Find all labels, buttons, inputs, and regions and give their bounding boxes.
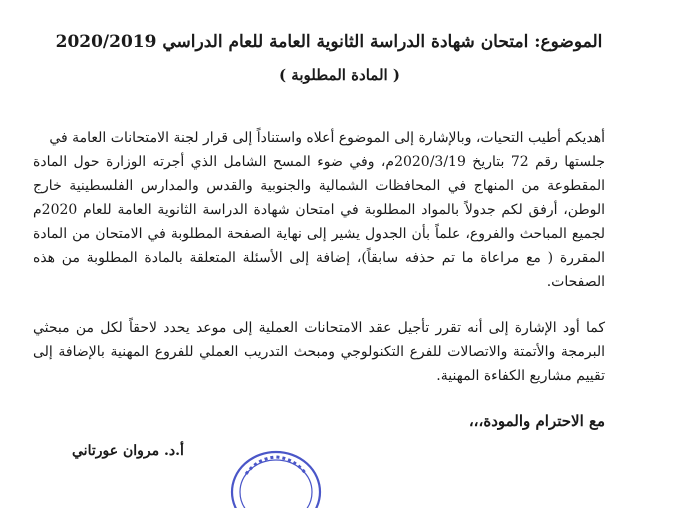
subject-line — [49, 30, 609, 54]
official-seal-icon — [228, 448, 324, 508]
subject-subtitle: ( المادة المطلوبة ) — [278, 66, 401, 84]
greeting-line: أهديكم أطيب التحيات، وبالإشارة إلى الموضوع أعلاه واستناداً إلى قرار لجنة الامتحانات العامة في — [49, 130, 605, 146]
body-paragraph-2: كما أود الإشارة إلى أنه تقرر تأجيل عقد الامتحانات العملية إلى موعد يحدد لاحقاً لكل من مبحثي البرمجة والأتمتة والاتصالات للفرع التكنولوجي ومبحث التدريب العملي للفروع المهنية بالإضافة إلى تقييم مشاريع الكفاءة المهنية. — [33, 320, 605, 384]
signer-name: أ.د. مروان عورتاني — [72, 443, 184, 459]
body-paragraph-1: جلستها رقم 72 بتاريخ 2020/3/19م، وفي ضوء المسح الشامل الذي أجرته الوزارة حول المادة المقطوعة من المنهاج في المحافظات الشمالية والجنوبية والقدس والمدارس الفلسطينية خارج الوطن، أرفق لكم جدولاً بالمواد المطلوبة في امتحان شهادة الدراسة الثانوية العامة للعام 2020م لجميع المباحث والفروع، علماً بأن الجدول يشير إلى نهاية الصفحة المطلوبة في الامتحان من المادة المقررة ( مع مراعاة ما تم حذفه سابقاً)، إضافة إلى الأسئلة المتعلقة بالمادة المطلوبة من هذه الصفحات. — [33, 154, 606, 290]
subject-text: امتحان شهادة الدراسة الثانوية العامة للعام الدراسي 2020/2019 — [55, 32, 529, 52]
subject-label: الموضوع: — [534, 32, 603, 52]
closing-line: مع الاحترام والمودة،،، — [468, 412, 605, 430]
